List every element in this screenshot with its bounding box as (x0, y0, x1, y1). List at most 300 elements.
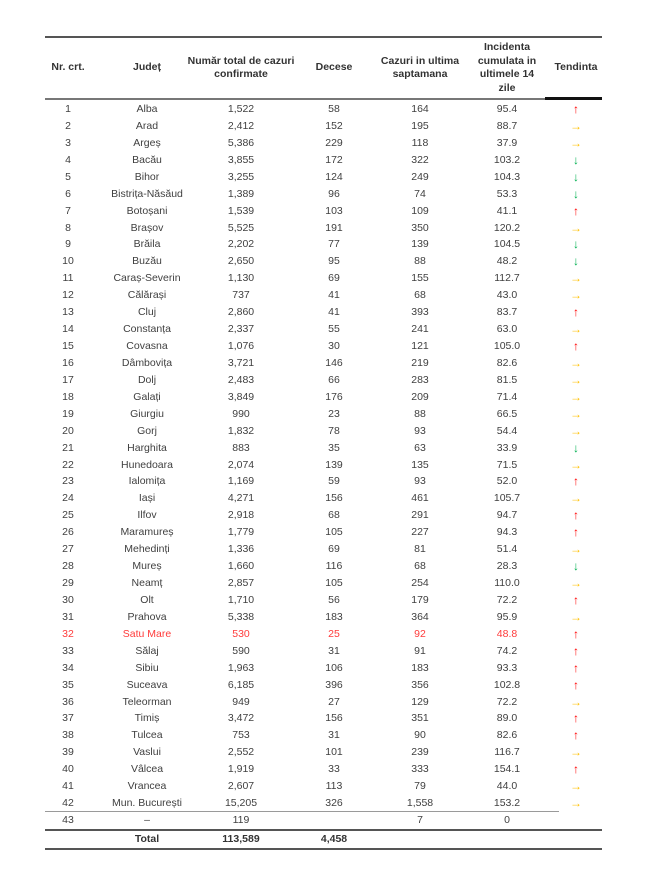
deaths: 95 (328, 255, 340, 268)
total-cases: 949 (232, 695, 250, 708)
county-name: Covasna (126, 340, 168, 353)
weekly-cases: 139 (411, 238, 429, 251)
total-cases: 1,336 (227, 543, 255, 556)
row-number: 29 (62, 577, 74, 590)
total-cases: 5,386 (227, 136, 255, 149)
total-cases: 1,660 (227, 560, 255, 573)
trend-flat-arrow-icon: → (570, 491, 582, 506)
table-row (45, 355, 602, 372)
county-name: Argeș (133, 136, 161, 149)
incidence-14d: 88.7 (496, 119, 518, 132)
total-cases: 883 (232, 441, 250, 454)
incidence-14d: 95.4 (496, 103, 518, 115)
row-number: 39 (62, 746, 74, 759)
incidence-14d: 110.0 (494, 577, 520, 590)
table-row (45, 203, 602, 220)
table-row (45, 253, 602, 270)
table-header (45, 38, 602, 98)
incidence-14d: 71.4 (496, 390, 518, 403)
total-cases: 3,255 (227, 170, 255, 183)
header-nr: Nr. crt. (51, 61, 85, 74)
row-separator (45, 811, 559, 812)
deaths: 23 (328, 407, 340, 420)
table-row (45, 236, 602, 253)
weekly-cases: 90 (414, 729, 426, 742)
total-cases: 530 (232, 627, 250, 640)
deaths: 139 (325, 458, 343, 471)
row-number: 42 (62, 797, 74, 810)
total-cases: 2,337 (227, 323, 255, 336)
deaths: 78 (328, 424, 340, 437)
incidence-14d: 43.0 (496, 289, 518, 302)
county-name: Ialomița (128, 475, 166, 488)
row-number: 24 (62, 492, 74, 505)
deaths: 152 (325, 119, 343, 132)
table-row (45, 304, 602, 321)
total-cases: 3,721 (227, 356, 255, 369)
county-name: Satu Mare (122, 627, 172, 640)
row-number: 27 (62, 543, 74, 556)
weekly-cases: 333 (411, 763, 429, 776)
county-name: Mun. București (111, 797, 183, 810)
incidence-14d: 66.5 (496, 407, 518, 420)
weekly-cases: 93 (414, 424, 426, 437)
table-row (45, 812, 602, 829)
county-name: Gorj (137, 424, 157, 437)
deaths: 176 (325, 390, 343, 403)
weekly-cases: 63 (414, 441, 426, 454)
county-name: Botoșani (126, 204, 168, 217)
incidence-14d: 51.4 (496, 543, 518, 556)
weekly-cases: 91 (414, 644, 426, 657)
incidence-14d: 120.2 (493, 221, 521, 234)
trend-flat-arrow-icon: → (570, 322, 582, 337)
deaths: 96 (328, 187, 340, 200)
trend-up-arrow-icon: ↑ (573, 643, 579, 658)
weekly-cases: 219 (411, 356, 429, 369)
weekly-cases: 79 (414, 780, 426, 793)
county-name: Brașov (130, 221, 164, 234)
row-number: 38 (62, 729, 74, 742)
trend-flat-arrow-icon: → (570, 406, 582, 421)
row-number: 34 (62, 661, 74, 674)
table-row (45, 643, 602, 660)
county-name: Teleorman (122, 695, 172, 708)
table-row (45, 169, 602, 186)
table-row (45, 761, 602, 778)
county-name: Vâlcea (130, 763, 164, 776)
weekly-cases: 74 (414, 187, 426, 200)
trend-up-arrow-icon: ↑ (573, 711, 579, 726)
total-cases: 119 (232, 814, 250, 827)
row-number: 1 (65, 103, 71, 115)
weekly-cases: 121 (411, 340, 429, 353)
county-name: – (144, 814, 150, 827)
county-name: Sălaj (135, 644, 159, 657)
row-number: 13 (62, 306, 74, 319)
county-name: Neamț (131, 577, 163, 590)
total-cases: 5,525 (227, 221, 255, 234)
incidence-14d: 103.2 (493, 153, 521, 166)
incidence-14d: 154.1 (493, 763, 521, 776)
trend-flat-arrow-icon: → (570, 457, 582, 472)
total-cases: 990 (232, 407, 250, 420)
total-cases: 2,860 (227, 306, 255, 319)
weekly-cases: 322 (411, 153, 429, 166)
incidence-14d: 0 (504, 814, 510, 827)
total-cases: 1,389 (227, 187, 255, 200)
table-row (45, 541, 602, 558)
row-number: 14 (62, 323, 74, 336)
total-cases: 737 (232, 289, 250, 302)
county-name: Cluj (137, 306, 157, 319)
row-number: 23 (62, 475, 74, 488)
weekly-cases: 393 (411, 306, 429, 319)
incidence-14d: 94.7 (496, 509, 518, 522)
trend-flat-arrow-icon: → (570, 694, 582, 709)
deaths: 105 (325, 577, 343, 590)
incidence-14d: 95.9 (496, 610, 518, 623)
total-cases: 2,607 (227, 780, 255, 793)
row-number: 5 (65, 170, 71, 183)
weekly-cases: 164 (411, 103, 429, 115)
weekly-cases: 461 (411, 492, 429, 505)
trend-flat-arrow-icon: → (570, 220, 582, 235)
trend-flat-arrow-icon: → (570, 423, 582, 438)
weekly-cases: 239 (411, 746, 429, 759)
deaths: 77 (328, 238, 340, 251)
deaths: 35 (328, 441, 340, 454)
deaths: 396 (325, 678, 343, 691)
trend-up-arrow-icon: ↑ (573, 474, 579, 489)
county-name: Brăila (133, 238, 161, 251)
county-name: Galați (133, 390, 161, 403)
incidence-14d: 153.2 (493, 797, 521, 810)
table-row (45, 186, 602, 203)
trend-up-arrow-icon: ↑ (573, 762, 579, 777)
row-number: 16 (62, 356, 74, 369)
incidence-14d: 89.0 (496, 712, 518, 725)
total-cases: 3,855 (227, 153, 255, 166)
total-cases: 1,522 (227, 103, 255, 115)
table-row (45, 727, 602, 744)
deaths: 68 (328, 509, 340, 522)
weekly-cases: 227 (411, 526, 429, 539)
total-cases: 3,472 (227, 712, 255, 725)
incidence-14d: 48.8 (496, 627, 518, 640)
table-row (45, 660, 602, 677)
table-row (45, 389, 602, 406)
county-name: Vrancea (127, 780, 167, 793)
incidence-14d: 83.7 (496, 306, 518, 319)
header-saptamana: Cazuri in ultima saptamana (380, 54, 460, 80)
incidence-14d: 74.2 (496, 644, 518, 657)
weekly-cases: 183 (411, 661, 429, 674)
total-deaths-sum: 4,458 (320, 832, 348, 845)
incidence-14d: 72.2 (496, 593, 518, 606)
trend-flat-arrow-icon: → (570, 779, 582, 794)
row-number: 32 (62, 627, 74, 640)
row-number: 41 (62, 780, 74, 793)
weekly-cases: 155 (411, 272, 429, 285)
trend-flat-arrow-icon: → (570, 796, 582, 811)
trend-down-arrow-icon: ↓ (573, 237, 579, 252)
deaths: 172 (325, 153, 343, 166)
deaths: 31 (328, 729, 340, 742)
trend-down-arrow-icon: ↓ (573, 186, 579, 201)
incidence-14d: 53.3 (496, 187, 518, 200)
trend-flat-arrow-icon: → (570, 609, 582, 624)
table-row (45, 270, 602, 287)
incidence-14d: 104.3 (493, 170, 521, 183)
total-cases: 1,779 (227, 526, 255, 539)
trend-flat-arrow-icon: → (570, 135, 582, 150)
row-number: 37 (62, 712, 74, 725)
trend-up-arrow-icon: ↑ (573, 508, 579, 523)
weekly-cases: 135 (411, 458, 429, 471)
row-number: 7 (65, 204, 71, 217)
incidence-14d: 37.9 (496, 136, 518, 149)
row-number: 9 (65, 238, 71, 251)
trend-up-arrow-icon: ↑ (573, 102, 579, 116)
weekly-cases: 241 (411, 323, 429, 336)
header-judet: Județ (132, 61, 161, 74)
weekly-cases: 68 (414, 560, 426, 573)
table-row (45, 101, 602, 118)
table-row (45, 507, 602, 524)
total-cases: 1,919 (227, 763, 255, 776)
total-cases: 6,185 (227, 678, 255, 691)
table-row (45, 152, 602, 169)
total-cases: 2,650 (227, 255, 255, 268)
county-name: Prahova (127, 610, 167, 623)
trend-flat-arrow-icon: → (570, 576, 582, 591)
row-number: 3 (65, 136, 71, 149)
deaths: 31 (328, 644, 340, 657)
weekly-cases: 179 (411, 593, 429, 606)
total-cases: 1,169 (227, 475, 255, 488)
total-cases: 1,076 (227, 340, 255, 353)
table-row (45, 220, 602, 237)
deaths: 69 (328, 543, 340, 556)
weekly-cases: 254 (411, 577, 429, 590)
weekly-cases: 7 (417, 814, 423, 827)
total-cases: 2,857 (227, 577, 255, 590)
deaths: 116 (325, 560, 343, 573)
row-number: 6 (65, 187, 71, 200)
weekly-cases: 88 (414, 255, 426, 268)
county-name: Constanța (123, 323, 171, 336)
weekly-cases: 81 (414, 543, 426, 556)
county-name: Mehedinți (124, 543, 170, 556)
trend-up-arrow-icon: ↑ (573, 660, 579, 675)
total-label: Total (134, 832, 160, 845)
deaths: 59 (328, 475, 340, 488)
weekly-cases: 364 (411, 610, 429, 623)
weekly-cases: 351 (411, 712, 429, 725)
incidence-14d: 81.5 (496, 373, 518, 386)
table-row (45, 338, 602, 355)
row-number: 40 (62, 763, 74, 776)
deaths: 183 (325, 610, 343, 623)
table-row (45, 592, 602, 609)
header-tendinta: Tendinta (554, 61, 598, 74)
table-row (45, 440, 602, 457)
weekly-cases: 118 (411, 136, 429, 149)
table-row (45, 423, 602, 440)
weekly-cases: 88 (414, 407, 426, 420)
row-number: 11 (62, 272, 74, 285)
deaths: 229 (325, 136, 343, 149)
deaths: 25 (328, 627, 340, 640)
trend-down-arrow-icon: ↓ (573, 254, 579, 269)
incidence-14d: 63.0 (496, 323, 518, 336)
row-number: 17 (62, 373, 74, 386)
county-name: Timiș (134, 712, 160, 725)
total-cases: 2,918 (227, 509, 255, 522)
row-number: 25 (62, 509, 74, 522)
county-name: Călărași (127, 289, 167, 302)
trend-down-arrow-icon: ↓ (573, 440, 579, 455)
row-number: 33 (62, 644, 74, 657)
trend-flat-arrow-icon: → (570, 389, 582, 404)
total-cases: 15,205 (224, 797, 258, 810)
header-incidenta: Incidenta cumulata in ultimele 14 zile (477, 41, 537, 94)
deaths: 113 (325, 780, 343, 793)
table-row (45, 321, 602, 338)
row-number: 2 (65, 119, 71, 132)
header-bottom-border (45, 98, 559, 100)
deaths: 105 (325, 526, 343, 539)
total-cases: 4,271 (227, 492, 255, 505)
incidence-14d: 102.8 (493, 678, 521, 691)
weekly-cases: 209 (411, 390, 429, 403)
deaths: 191 (325, 221, 343, 234)
trend-up-arrow-icon: ↑ (573, 339, 579, 354)
county-name: Buzău (132, 255, 162, 268)
weekly-cases: 291 (411, 509, 429, 522)
county-name: Arad (135, 119, 159, 132)
trend-up-arrow-icon: ↑ (573, 677, 579, 692)
total-cases: 2,074 (227, 458, 255, 471)
county-name: Olt (140, 593, 154, 606)
county-name: Alba (136, 103, 158, 115)
county-name: Sibiu (135, 661, 159, 674)
total-cases: 1,832 (227, 424, 255, 437)
weekly-cases: 350 (411, 221, 429, 234)
table-row (45, 490, 602, 507)
incidence-14d: 93.3 (496, 661, 518, 674)
row-number: 26 (62, 526, 74, 539)
incidence-14d: 71.5 (496, 458, 518, 471)
deaths: 55 (328, 323, 340, 336)
row-number: 36 (62, 695, 74, 708)
deaths: 69 (328, 272, 340, 285)
deaths: 41 (328, 306, 340, 319)
incidence-14d: 112.7 (494, 272, 520, 285)
table-row (45, 118, 602, 135)
deaths: 103 (325, 204, 343, 217)
deaths: 33 (328, 763, 340, 776)
weekly-cases: 92 (414, 627, 426, 640)
county-name: Tulcea (131, 729, 163, 742)
total-cases-sum: 113,589 (222, 832, 260, 845)
weekly-cases: 249 (411, 170, 429, 183)
row-number: 15 (62, 340, 74, 353)
incidence-14d: 48.2 (496, 255, 518, 268)
row-number: 22 (62, 458, 74, 471)
weekly-cases: 93 (414, 475, 426, 488)
trend-down-arrow-icon: ↓ (573, 152, 579, 167)
deaths: 101 (325, 746, 343, 759)
table-row (45, 372, 602, 389)
county-name: Ilfov (137, 509, 157, 522)
table-row (45, 609, 602, 626)
weekly-cases: 129 (411, 695, 429, 708)
table-row (45, 575, 602, 592)
row-number: 8 (65, 221, 71, 234)
table-row (45, 677, 602, 694)
deaths: 106 (325, 661, 343, 674)
weekly-cases: 195 (411, 119, 429, 132)
table-row (45, 135, 602, 152)
trend-flat-arrow-icon: → (570, 355, 582, 370)
trend-flat-arrow-icon: → (570, 271, 582, 286)
county-name: Suceava (126, 678, 168, 691)
trend-up-arrow-icon: ↑ (573, 525, 579, 540)
trend-flat-arrow-icon: → (570, 745, 582, 760)
table-row (45, 558, 602, 575)
deaths: 27 (328, 695, 340, 708)
incidence-14d: 44.0 (496, 780, 518, 793)
header-total: Număr total de cazuri confirmate (187, 54, 295, 80)
county-name: Bihor (134, 170, 160, 183)
county-name: Hunedoara (121, 458, 173, 471)
table-row (45, 287, 602, 304)
table-bottom-border (45, 848, 602, 850)
deaths: 58 (328, 103, 340, 115)
incidence-14d: 104.5 (493, 238, 521, 251)
total-cases: 2,483 (227, 373, 255, 386)
weekly-cases: 68 (414, 289, 426, 302)
weekly-cases: 283 (411, 373, 429, 386)
row-number: 12 (62, 289, 74, 302)
total-cases: 3,849 (227, 390, 255, 403)
row-number: 28 (62, 560, 74, 573)
trend-flat-arrow-icon: → (570, 372, 582, 387)
county-name: Dâmbovița (121, 356, 173, 369)
total-cases: 1,539 (227, 204, 255, 217)
row-number: 18 (62, 390, 74, 403)
trend-flat-arrow-icon: → (570, 118, 582, 133)
row-number: 21 (62, 441, 74, 454)
row-number: 43 (62, 814, 74, 827)
table-row (45, 710, 602, 727)
table-row (45, 778, 602, 795)
county-name: Vaslui (133, 746, 161, 759)
incidence-14d: 116.7 (494, 746, 520, 759)
incidence-14d: 28.3 (496, 560, 518, 573)
county-name: Maramureș (120, 526, 174, 539)
table-row (45, 473, 602, 490)
trend-up-arrow-icon: ↑ (573, 203, 579, 218)
incidence-14d: 33.9 (496, 441, 518, 454)
table-row (45, 406, 602, 423)
deaths: 326 (325, 797, 343, 810)
total-cases: 1,130 (227, 272, 255, 285)
total-cases: 2,552 (227, 746, 255, 759)
incidence-14d: 54.4 (496, 424, 518, 437)
